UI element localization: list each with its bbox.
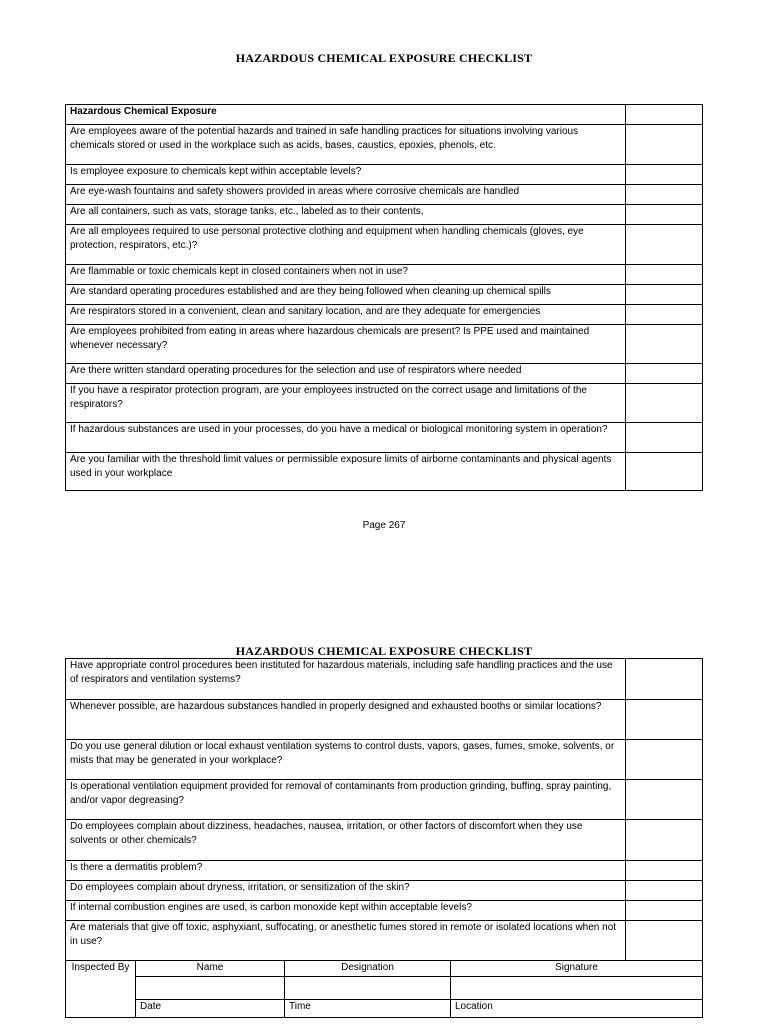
answer-cell[interactable]: [626, 453, 703, 491]
checklist-table-2: [65, 658, 703, 961]
checklist-row: [66, 453, 703, 491]
question-text: Are employees aware of the potential hazards and trained in safe handling practices for situations involving various chemicals stored or used in the workplace such as acids, bases, caustics, epoxies, phenols, etc.: [66, 125, 626, 165]
question-text: Is operational ventilation equipment provided for removal of contaminants from production grinding, buffing, spray painting, and/or vapor degreasing?: [66, 780, 626, 820]
table-header-row: [66, 105, 703, 125]
answer-cell[interactable]: [626, 325, 703, 364]
answer-cell[interactable]: [626, 305, 703, 325]
name-label: Name: [136, 961, 285, 977]
question-text: Whenever possible, are hazardous substances handled in properly designed and exhausted booths or similar locations?: [66, 700, 626, 740]
answer-cell[interactable]: [626, 881, 703, 901]
signature-field[interactable]: [451, 977, 703, 1000]
signoff-entry-row: [66, 977, 703, 1000]
question-text: Do employees complain about dizziness, headaches, nausea, irritation, or other factors of discomfort when they use solvents or other chemicals?: [66, 820, 626, 861]
checklist-row: [66, 901, 703, 921]
answer-cell[interactable]: [626, 740, 703, 780]
checklist-row: [66, 185, 703, 205]
checklist-row: [66, 325, 703, 364]
question-text: If hazardous substances are used in your processes, do you have a medical or biological monitoring system in operation?: [66, 423, 626, 453]
checklist-row: [66, 700, 703, 740]
section-header: Hazardous Chemical Exposure: [66, 105, 626, 125]
answer-cell[interactable]: [626, 384, 703, 423]
answer-cell[interactable]: [626, 265, 703, 285]
date-field[interactable]: Date: [136, 1000, 285, 1018]
question-text: Do employees complain about dryness, irritation, or sensitization of the skin?: [66, 881, 626, 901]
answer-cell[interactable]: [626, 225, 703, 265]
answer-cell[interactable]: [626, 780, 703, 820]
question-text: Are standard operating procedures established and are they being followed when cleaning up chemical spills: [66, 285, 626, 305]
checklist-row: [66, 820, 703, 861]
checklist-row: [66, 861, 703, 881]
question-text: Are you familiar with the threshold limit values or permissible exposure limits of airborne contaminants and physical agents used in your workplace: [66, 453, 626, 491]
checklist-row: [66, 740, 703, 780]
checklist-row: [66, 881, 703, 901]
signature-label: Signature: [451, 961, 703, 977]
location-field[interactable]: Location: [451, 1000, 703, 1018]
checklist-row: [66, 384, 703, 423]
question-text: Are there written standard operating procedures for the selection and use of respirators where needed: [66, 364, 626, 384]
answer-cell[interactable]: [626, 659, 703, 700]
question-text: Are materials that give off toxic, asphyxiant, suffocating, or anesthetic fumes stored in remote or isolated locations when not in use?: [66, 921, 626, 961]
inspected-by-label: Inspected By: [66, 961, 136, 1018]
time-field[interactable]: Time: [285, 1000, 451, 1018]
signoff-details-row: [66, 1000, 703, 1018]
question-text: Are respirators stored in a convenient, clean and sanitary location, and are they adequate for emergencies: [66, 305, 626, 325]
answer-cell[interactable]: [626, 205, 703, 225]
answer-cell[interactable]: [626, 185, 703, 205]
answer-cell[interactable]: [626, 423, 703, 453]
checklist-row: [66, 285, 703, 305]
answer-cell[interactable]: [626, 820, 703, 861]
answer-cell[interactable]: [626, 285, 703, 305]
checklist-row: [66, 225, 703, 265]
designation-field[interactable]: [285, 977, 451, 1000]
checklist-row: [66, 125, 703, 165]
designation-label: Designation: [285, 961, 451, 977]
answer-cell[interactable]: [626, 364, 703, 384]
answer-cell[interactable]: [626, 125, 703, 165]
checklist-title: HAZARDOUS CHEMICAL EXPOSURE CHECKLIST: [235, 51, 533, 65]
question-text: Do you use general dilution or local exhaust ventilation systems to control dusts, vapors, gases, fumes, smoke, solvents, or mists that may be generated in your workplace?: [66, 740, 626, 780]
answer-cell[interactable]: [626, 921, 703, 961]
checklist-row: [66, 305, 703, 325]
checklist-row: [66, 780, 703, 820]
checklist-row: [66, 364, 703, 384]
question-text: If internal combustion engines are used, is carbon monoxide kept within acceptable levels?: [66, 901, 626, 921]
checklist-row: [66, 921, 703, 961]
checklist-row: [66, 659, 703, 700]
question-text: Are employees prohibited from eating in areas where hazardous chemicals are present? Is PPE used and maintained whenever necessary?: [66, 325, 626, 364]
checklist-row: [66, 165, 703, 185]
signoff-table: [65, 960, 703, 1018]
question-text: Have appropriate control procedures been instituted for hazardous materials, including safe handling practices and the use of respirators and ventilation systems?: [66, 659, 626, 700]
question-text: Is employee exposure to chemicals kept within acceptable levels?: [66, 165, 626, 185]
name-field[interactable]: [136, 977, 285, 1000]
question-text: Are flammable or toxic chemicals kept in closed containers when not in use?: [66, 265, 626, 285]
answer-cell[interactable]: [626, 165, 703, 185]
question-text: Are all containers, such as vats, storage tanks, etc., labeled as to their contents,: [66, 205, 626, 225]
question-text: Are eye-wash fountains and safety showers provided in areas where corrosive chemicals are handled: [66, 185, 626, 205]
question-text: If you have a respirator protection program, are your employees instructed on the correct usage and limitations of the respirators?: [66, 384, 626, 423]
checklist-table-1: [65, 104, 703, 491]
question-text: Is there a dermatitis problem?: [66, 861, 626, 881]
answer-cell[interactable]: [626, 700, 703, 740]
checklist-title-continued: HAZARDOUS CHEMICAL EXPOSURE CHECKLIST: [235, 644, 533, 658]
question-text: Are all employees required to use personal protective clothing and equipment when handling chemicals (gloves, eye protection, respirators, etc.)?: [66, 225, 626, 265]
checklist-row: [66, 205, 703, 225]
page-number: Page 267: [362, 520, 406, 531]
answer-cell[interactable]: [626, 861, 703, 881]
checklist-row: [66, 265, 703, 285]
signoff-header-row: [66, 961, 703, 977]
checklist-row: [66, 423, 703, 453]
answer-cell[interactable]: [626, 105, 703, 125]
answer-cell[interactable]: [626, 901, 703, 921]
